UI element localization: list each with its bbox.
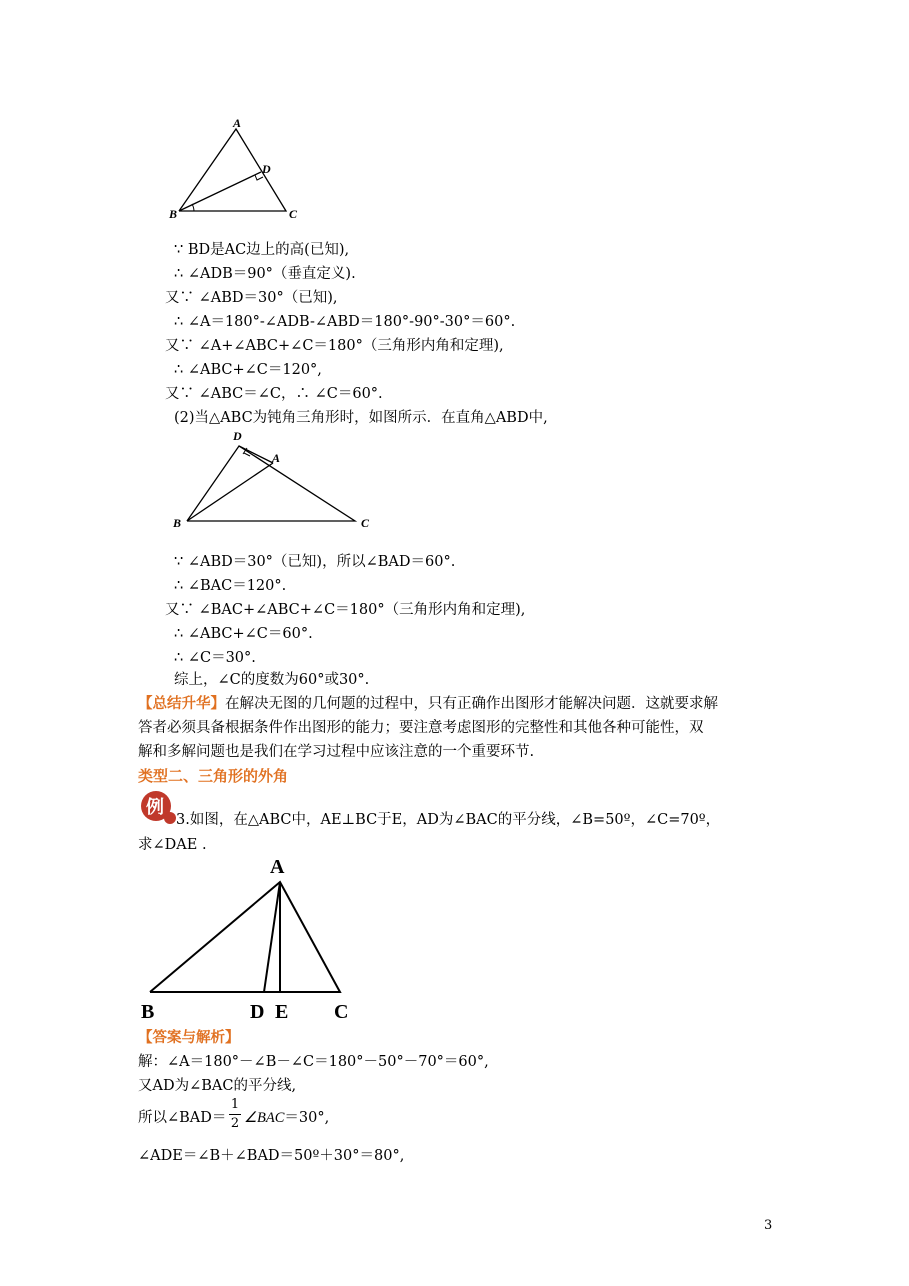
summary-line-3: 解和多解问题也是我们在学习过程中应该注意的一个重要环节. (138, 744, 535, 760)
fig2-label-b: B (173, 516, 182, 530)
summary-line-1 (138, 694, 718, 714)
fig1-label-b: B (169, 207, 178, 221)
answer-line-4: ∠ADE＝∠B＋∠BAD＝50º＋30°＝80°, (138, 1148, 405, 1164)
fig3-label-c: C (334, 1001, 349, 1023)
proof1-line-6: ∴ ∠ABC+∠C＝120°, (174, 362, 322, 378)
proof2-line-6: 综上，∠C的度数为60°或30°. (174, 672, 370, 688)
fig1-label-c: C (289, 207, 298, 221)
example3-line-2: 求∠DAE . (138, 837, 207, 853)
figure-triangle-obtuse (165, 427, 380, 532)
fig3-label-d: D (250, 1001, 265, 1023)
fraction-numerator: 1 (229, 1096, 241, 1115)
proof1-line-7: 又∵ ∠ABC＝∠C，∴ ∠C＝60°. (165, 386, 383, 402)
fig1-label-a: A (233, 116, 242, 130)
example-badge-text: 例 (146, 797, 164, 817)
proof1-line-4: ∴ ∠A＝180°-∠ADB-∠ABD＝180°-90°-30°＝60°. (174, 314, 516, 330)
fig2-label-c: C (361, 516, 370, 530)
answer-tag: 【答案与解析】 (138, 1029, 240, 1046)
proof1-line-3: 又∵ ∠ABD＝30°（已知), (165, 290, 338, 306)
proof2-line-4: ∴ ∠ABC+∠C＝60°. (174, 626, 313, 642)
angle-bac: ∠BAC (244, 1110, 285, 1126)
proof1-line-1: ∵ BD是AC边上的高(已知), (174, 242, 350, 258)
answer-line-2: 又AD为∠BAC的平分线, (138, 1078, 297, 1094)
example-badge-icon (138, 788, 178, 826)
fig2-label-d: D (233, 429, 242, 443)
example3-line-1: 3.如图，在△ABC中，AE⊥BC于E，AD为∠BAC的平分线，∠B=50º，∠C=70º， (176, 812, 721, 828)
answer-line-3-rest (244, 1108, 329, 1128)
fig3-label-a: A (270, 856, 285, 878)
page-number: 3 (764, 1218, 773, 1233)
proof2-line-1: ∵ ∠ABD＝30°（已知)，所以∠BAD＝60°. (174, 554, 456, 570)
proof2-line-5: ∴ ∠C＝30°. (174, 650, 256, 666)
summary-tag: 【总结升华】 (138, 695, 225, 712)
figure-triangle-abc-dae (138, 852, 368, 1024)
answer-line-1: 解：∠A＝180°－∠B－∠C＝180°－50°－70°＝60°, (138, 1054, 489, 1070)
summary-line-2: 答者必须具备根据条件作出图形的能力；要注意考虑图形的完整性和其他各种可能性，双 (138, 720, 704, 736)
answer-line-3-suffix: ＝30°, (284, 1110, 330, 1126)
fig1-label-d: D (262, 162, 271, 176)
section-heading: 类型二、三角形的外角 (138, 767, 289, 785)
proof1-line-2: ∴ ∠ADB＝90°（垂直定义). (174, 266, 356, 282)
proof1-line-8: (2)当△ABC为钝角三角形时，如图所示．在直角△ABD中, (174, 410, 548, 426)
fig2-label-a: A (272, 451, 281, 465)
proof2-line-2: ∴ ∠BAC＝120°. (174, 578, 287, 594)
answer-line-3-prefix: 所以∠BAD＝ (138, 1110, 227, 1126)
fig3-label-b: B (141, 1001, 155, 1023)
fig3-label-e: E (275, 1001, 289, 1023)
figure-triangle-acute (165, 115, 315, 227)
summary-text-1: 在解决无图的几何题的过程中，只有正确作出图形才能解决问题．这就要求解 (225, 696, 718, 712)
proof2-line-3: 又∵ ∠BAC+∠ABC+∠C＝180°（三角形内角和定理), (165, 602, 526, 618)
proof1-line-5: 又∵ ∠A+∠ABC+∠C＝180°（三角形内角和定理), (165, 338, 504, 354)
fraction-denominator: 2 (230, 1116, 240, 1131)
fraction-one-half (229, 1096, 241, 1133)
